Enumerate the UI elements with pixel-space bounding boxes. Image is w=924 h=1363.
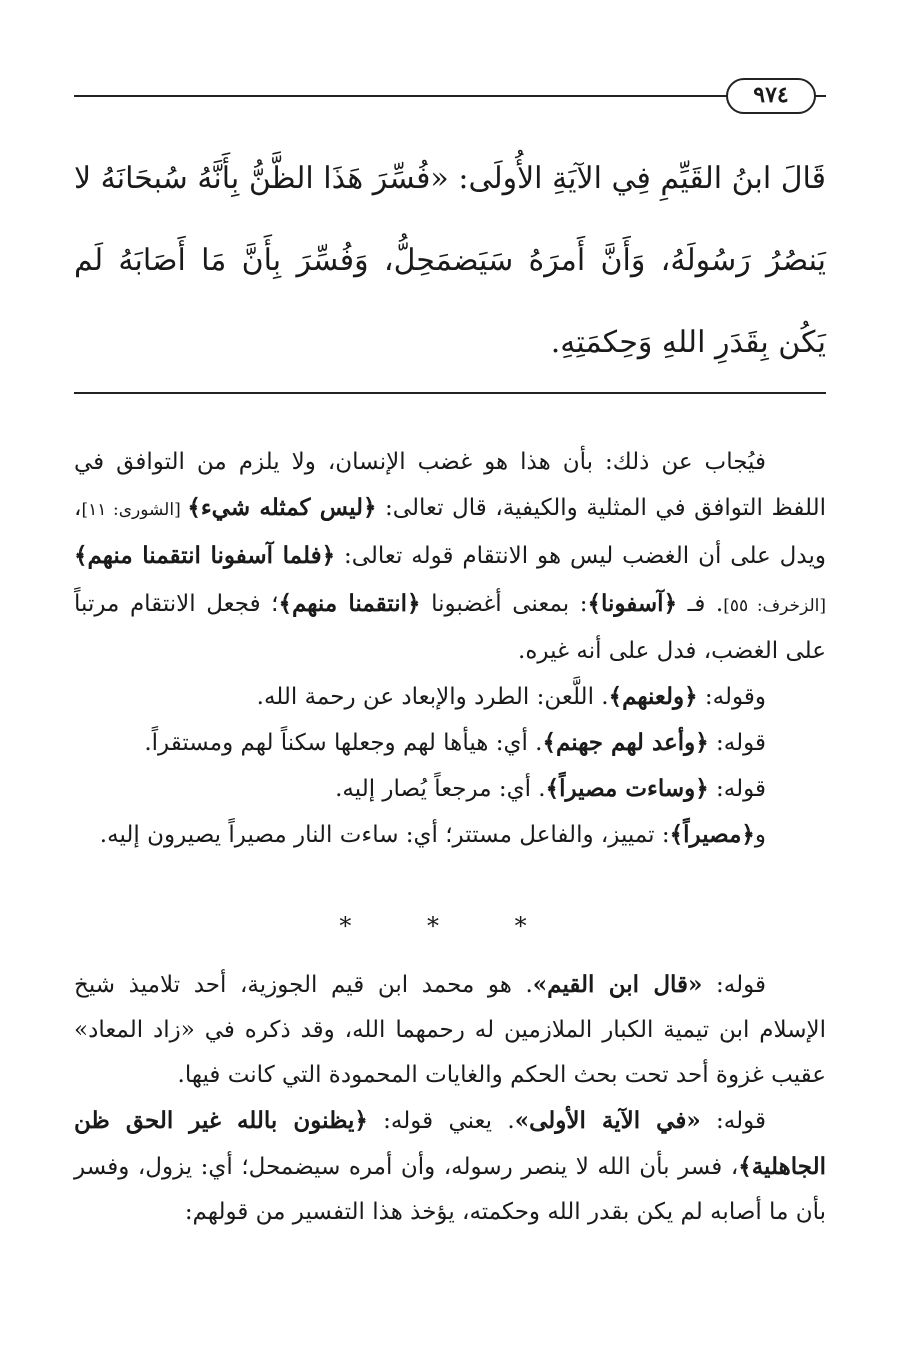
paragraph-text: ، فسر بأن الله لا ينصر رسوله، وأن أمره سيضمحل؛ أي: يزول، وفسر بأن ما أصابه لم يكن بقدر الله وحكمته، يؤخذ هذا التفسير من قولهم: (74, 1154, 826, 1225)
quoted-phrase: «قال ابن القيم» (532, 971, 703, 998)
section-separator: * * * (339, 912, 561, 940)
quran-verse: ﴿ليس كمثله شيء﴾ (187, 494, 377, 521)
paragraph-text: ؛ فجعل الانتقام مرتباً على الغضب، فدل على أنه غيره. (74, 591, 826, 664)
paragraph-text: ، ويدل على أن الغضب ليس هو الانتقام قوله تعالى: (74, 495, 826, 569)
quran-verse: ﴿يظنون بالله غير الحق ظن الجاهلية﴾ (74, 1107, 826, 1180)
quran-verse: ﴿آسفونا﴾ (587, 590, 678, 617)
commentary-bottom (74, 962, 826, 1235)
paragraph-text: . أي: مرجعاً يُصار إليه. (335, 776, 546, 802)
paragraph-anger-explanation (74, 440, 826, 674)
verse-reference: [الشورى: ١١] (81, 500, 188, 520)
paragraph-text: و (754, 822, 766, 848)
paragraph-text: قوله: (702, 972, 767, 998)
quran-verse: ﴿وساءت مصيراً﴾ (545, 775, 709, 802)
quran-verse: ﴿فلما آسفونا انتقمنا منهم﴾ (74, 542, 336, 569)
paragraph-hell (74, 720, 826, 766)
paragraph-text: . هو محمد ابن قيم الجوزية، أحد تلاميذ شيخ الإسلام ابن تيمية الكبار الملازمين له رحمهما الله، وقد ذكره في «زاد المعاد» عقيب غزوة أحد تحت بحث الحكم والغايات المحمودة التي كانت فيها. (74, 972, 826, 1088)
header-rule (74, 95, 826, 97)
quran-verse: ﴿انتقمنا منهم﴾ (278, 590, 421, 617)
paragraph-destination (74, 766, 826, 812)
paragraph-text: فيُجاب عن ذلك: بأن هذا هو غضب الإنسان، ولا يلزم من التوافق في اللفظ التوافق في المثلية والكيفية، قال تعالى: (74, 449, 826, 521)
paragraph-text: : بمعنى أغضبونا (420, 591, 588, 617)
paragraph-text: . اللَّعن: الطرد والإبعاد عن رحمة الله. (256, 684, 609, 710)
paragraph-text: : تمييز، والفاعل مستتر؛ أي: ساءت النار مصيراً يصيرون إليه. (99, 822, 670, 848)
quoted-phrase: «في الآية الأولى» (514, 1107, 701, 1134)
page-number: ٩٧٤ (726, 78, 816, 114)
paragraph-text: وقوله: (697, 684, 766, 710)
paragraph-curse (74, 674, 826, 720)
verse-reference: [الزخرف: ٥٥] (723, 596, 826, 616)
paragraph-text: قوله: (700, 1108, 766, 1134)
paragraph-text: . يعني قوله: (367, 1108, 515, 1134)
quran-verse: ﴿وأعد لهم جهنم﴾ (542, 729, 709, 756)
paragraph-first-verse (74, 1098, 826, 1235)
paragraph-text: . فـ (677, 591, 724, 617)
section-divider-rule (74, 392, 826, 394)
commentary-top (74, 440, 826, 858)
paragraph-grammar (74, 812, 826, 858)
paragraph-ibn-qayyim (74, 962, 826, 1098)
quran-verse: ﴿مصيراً﴾ (669, 821, 755, 848)
quoted-passage (74, 138, 826, 384)
paragraph-text: قوله: (708, 776, 766, 802)
paragraph-text: . أي: هيأها لهم وجعلها سكناً لهم ومستقراً. (144, 730, 543, 756)
quran-verse: ﴿ولعنهم﴾ (608, 683, 698, 710)
paragraph-text: قوله: (708, 730, 766, 756)
quoted-passage-text: قَالَ ابنُ القَيِّمِ فِي الآيَةِ الأُولَى: «فُسِّرَ هَذَا الظَّنُّ بِأَنَّهُ سُبحَانَهُ لا يَنصُرُ رَسُولَهُ، وَأَنَّ أَمرَهُ سَيَضمَحِلُّ، وَفُسِّرَ بِأَنَّ مَا أَصَابَهُ لَم يَكُن بِقَدَرِ اللهِ وَحِكمَتِهِ. (74, 161, 826, 360)
